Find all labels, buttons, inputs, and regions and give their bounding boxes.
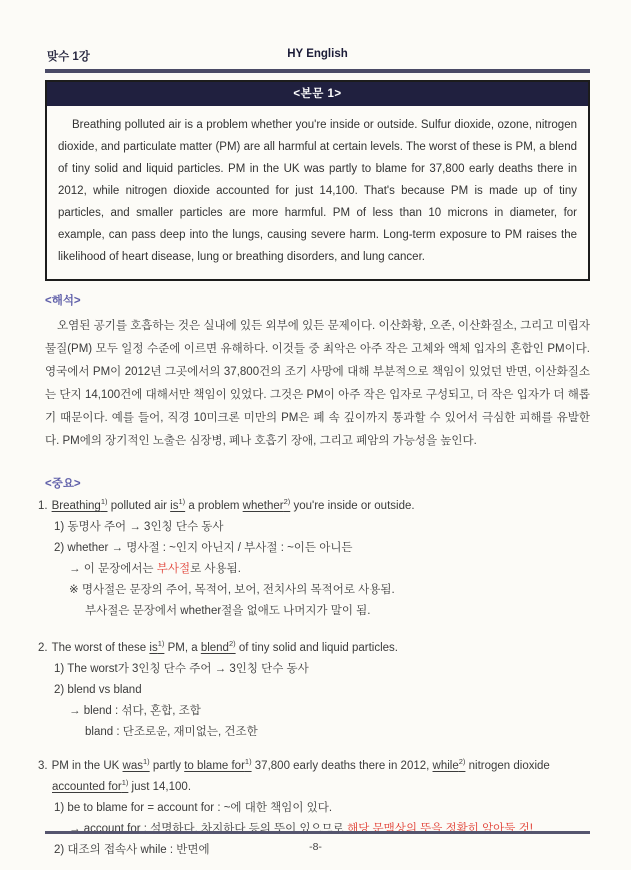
item-number: 3. — [38, 760, 48, 772]
note-line: 1) be to blame for = account for : ~에 대한 책임이 있다. — [54, 802, 333, 814]
important-sentence-1 — [38, 496, 590, 517]
passage-banner-title: <본문 1> — [47, 82, 588, 106]
important-item-2 — [38, 638, 590, 743]
item-number: 2. — [38, 642, 48, 654]
important-item-1 — [38, 496, 590, 622]
note-line: 1) 동명사 주어 → 3인칭 단수 동사 — [54, 521, 224, 533]
note-line: → blend : 섞다, 혼합, 조합 — [69, 705, 201, 717]
important-heading: <중요> — [45, 478, 81, 490]
passage-section — [45, 80, 590, 281]
translation-heading: <해석> — [45, 295, 81, 307]
sentence-text: PM in the UK was$^{1)}$ partly to blame for$^{1)}$ 37,800 early deaths there in 2012, while$^{2)}$ nitrogen dioxide accounted for$^{1)}$ just 14,100. — [51, 757, 550, 793]
header-rule — [45, 69, 590, 73]
footer-rule — [45, 831, 590, 834]
note-line: 2) whether → 명사절 : ~인지 아닌지 / 부사절 : ~이든 아니든 — [54, 542, 353, 554]
lesson-label: 맞수 1강 — [47, 51, 90, 63]
important-sentence-2 — [38, 638, 590, 659]
important-sentence-3 — [38, 756, 590, 798]
item-number: 1. — [38, 500, 48, 512]
note-line: → 이 문장에서는 부사절로 사용됨. — [69, 563, 241, 575]
translation-text: 오염된 공기를 호흡하는 것은 실내에 있든 외부에 있든 문제이다. 이산화황, 오존, 이산화질소, 그리고 미립자 물질(PM) 모두 일정 수준에 이르면 유해하다. 이것들 중 최악은 아주 작은 고체와 액체 입자의 혼합인 PM이다. 영국에서 PM이 2012년 그곳에서의 37,800건의 조기 사망에 대해 부분적으로 책임이 있었던 반면, 이산화질소는 단지 14,100건에 대해서만 책임이 있었다. 그것은 PM이 아주 작은 입자로 구성되고, 더 작은 입자가 더 해롭기 때문이다. 예를 들어, 직경 10미크론 미만의 PM은 폐 속 깊이까지 통과할 수 있어서 극심한 피해를 유발한다. PM에의 장기적인 노출은 심장병, 폐나 호흡기 장애, 그리고 폐암의 가능성을 높인다. — [45, 320, 590, 447]
note-line: 부사절은 문장에서 whether절을 없애도 나머지가 말이 됨. — [85, 605, 371, 617]
note-line: → account for : 설명하다, 차지하다 등의 뜻이 있으므로 해당 문맥상의 뜻을 정확히 알아둘 것! — [69, 823, 533, 835]
note-line: 2) blend vs bland — [54, 684, 142, 696]
note-line: 2) 대조의 접속사 while : 반면에 — [54, 844, 210, 856]
page-number: -8- — [309, 841, 322, 853]
sentence-text: The worst of these $is^{1)}$ PM, a blend$^{2)}$ of tiny solid and liquid particles. — [51, 639, 398, 654]
brand-title: HY English — [287, 48, 348, 60]
page-header — [45, 48, 590, 63]
sentence-text: Breathing$^{1)}$ polluted air $is^{1)}$ a problem whether$^{2)}$ you're inside or outside. — [51, 497, 415, 512]
note-line: ※ 명사절은 문장의 주어, 목적어, 보어, 전치사의 목적어로 사용됨. — [69, 584, 395, 596]
note-line: 1) The worst가 3인칭 단수 주어 → 3인칭 단수 동사 — [54, 663, 309, 675]
note-line: bland : 단조로운, 재미없는, 건조한 — [85, 726, 258, 738]
important-section — [38, 496, 590, 861]
passage-text: Breathing polluted air is a problem whether you're inside or outside. Sulfur dioxide, ozone, nitrogen dioxide, and particulate matter (PM) are all harmful at certain levels. The worst of these is PM, a blend of tiny solid and liquid particles. PM in the UK was partly to blame for 37,800 early deaths there in 2012, while nitrogen dioxide accounted for just 14,100. That's because PM is made up of tiny particles, and smaller particles are more harmful. PM of less than 10 microns in diameter, for example, can pass deep into the lungs, causing severe harm. Long-term exposure to PM raises the likelihood of heart disease, lung or breathing disorders, and lung cancer. — [58, 119, 577, 263]
